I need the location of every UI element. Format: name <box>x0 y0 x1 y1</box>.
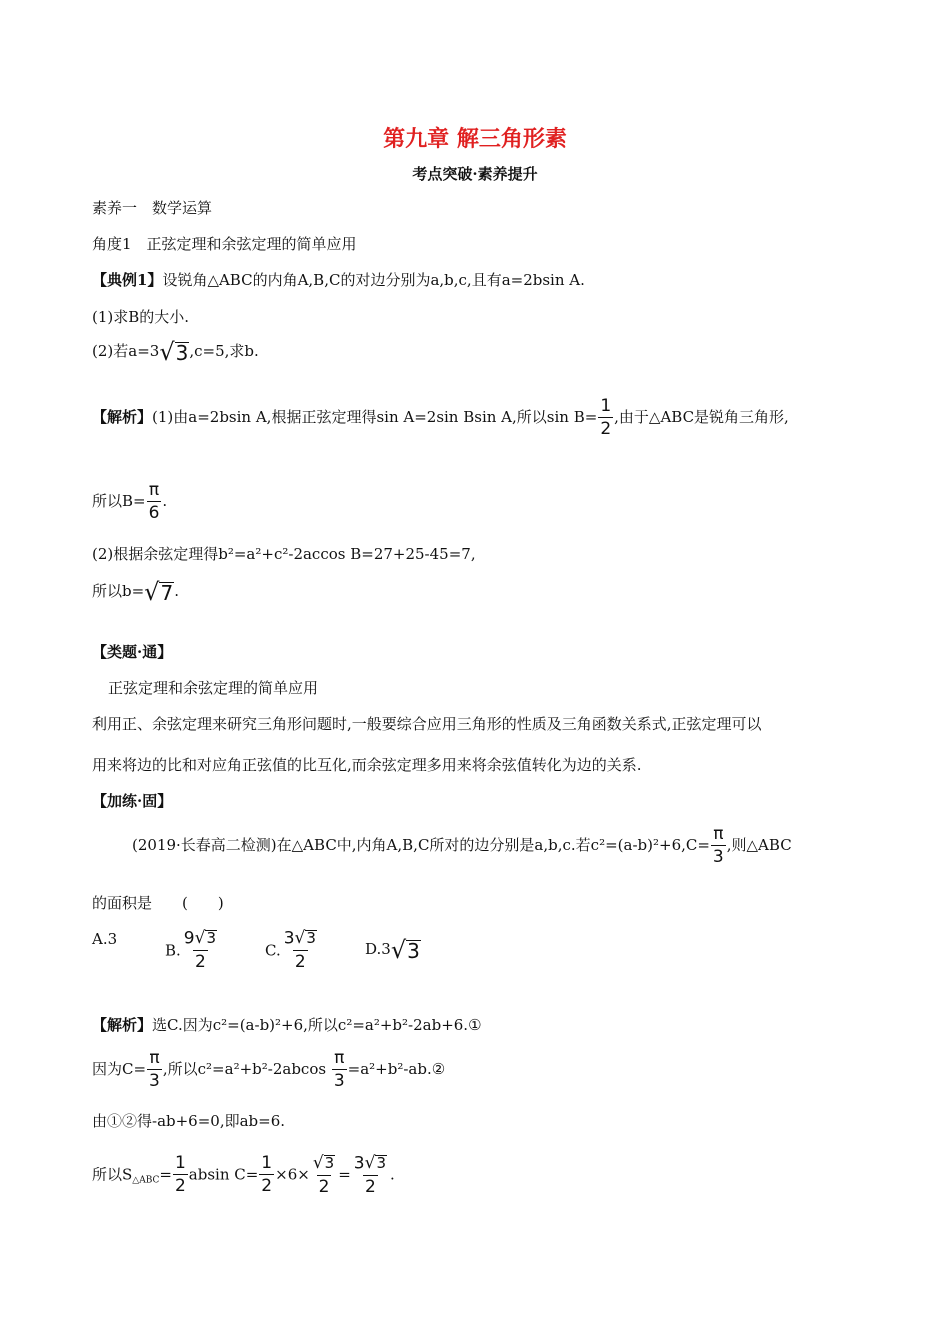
option-a[interactable]: A.3 <box>92 930 118 948</box>
fraction-pi-over-3: $\frac{\pi}{3}$ <box>149 1048 160 1091</box>
fraction-9-root3-over-2: 9 √ 3 2 <box>183 928 217 972</box>
example-tag: 【典例1】 <box>92 271 163 289</box>
fraction-3-root3-over-2: 3 √ 3 2 <box>283 928 316 972</box>
practice-question-line-1: (2019·长春高二检测)在△ABC中,内角A,B,C所对的边分别是a,b,c.若c²=(a-b)²+6,C= $\frac{\pi}{3}$ ,则△ABC <box>132 824 792 867</box>
fraction-root3-over-2: √ 3 2 <box>312 1153 335 1197</box>
fraction-one-half: $\frac{1}{2}$ <box>174 1153 186 1197</box>
example-question-1: (1)求B的大小. <box>92 308 190 326</box>
sqrt-3: √ 3 <box>390 936 420 964</box>
fraction-pi-over-3: $\frac{\pi}{3}$ <box>712 824 724 867</box>
option-c[interactable]: C. 3 √ 3 2 <box>265 930 320 971</box>
fraction-one-half: $\frac{1}{2}$ <box>600 396 612 439</box>
similar-tag: 【类题·通】 <box>92 643 173 661</box>
solution-line-2: 所以B= $\frac{\pi}{6}$ . <box>92 480 168 523</box>
section-heading: 素养一 数学运算 <box>92 199 213 217</box>
practice-solution-tag: 【解析】 <box>92 1016 153 1034</box>
practice-solution-line-1: 【解析】选C.因为c²=(a-b)²+6,所以c²=a²+b²-2ab+6.① <box>92 1016 482 1034</box>
solution-line-4: 所以b= √ 7 . <box>92 578 179 606</box>
fraction-one-half: $\frac{1}{2}$ <box>261 1153 273 1197</box>
sqrt-3: √ 3 <box>159 338 189 366</box>
sqrt-7: √ 7 <box>144 578 174 606</box>
practice-solution-line-4: 所以$S_{\triangle ABC}=$ $\frac{1}{2}$ absin C= $\frac{1}{2}$ ×6× √ 3 2 = 3 √ 3 2 . <box>92 1153 395 1197</box>
practice-tag: 【加练·固】 <box>92 792 173 810</box>
angle-heading: 角度1 正弦定理和余弦定理的简单应用 <box>92 235 357 253</box>
page-title: 第九章 解三角形素 <box>383 126 567 152</box>
practice-question-line-2: 的面积是 ( ) <box>92 894 224 912</box>
solution-line-3: (2)根据余弦定理得b²=a²+c²-2accos B=27+25-45=7, <box>92 545 476 563</box>
fraction-3-root3-over-2: 3 √ 3 2 <box>353 1153 386 1197</box>
fraction-pi-over-6: $\frac{\pi}{6}$ <box>148 480 160 523</box>
practice-solution-line-3: 由①②得-ab+6=0,即ab=6. <box>92 1112 286 1130</box>
similar-heading: 正弦定理和余弦定理的简单应用 <box>108 679 319 697</box>
similar-text-2: 用来将边的比和对应角正弦值的比互化,而余弦定理多用来将余弦值转化为边的关系. <box>92 756 642 774</box>
fraction-pi-over-3: $\frac{\pi}{3}$ <box>333 1048 345 1091</box>
solution-line-1: 【解析】(1)由a=2bsin A,根据正弦定理得sin A=2sin Bsin A,所以sin B= $\frac{1}{2}$ ,由于△ABC是锐角三角形, <box>92 396 789 439</box>
solution-tag: 【解析】 <box>92 408 153 426</box>
example-text: 设锐角△ABC的内角A,B,C的对边分别为a,b,c,且有a=2bsin A. <box>162 271 585 289</box>
example-question-2: (2)若a=3 √ 3 ,c=5,求b. <box>92 338 259 366</box>
option-b[interactable]: B. 9 √ 3 2 <box>165 930 220 971</box>
example-statement <box>92 269 585 290</box>
practice-solution-line-2: 因为C= $\frac{\pi}{3}$ ,所以c²=a²+b²-2abcos $\frac{\pi}{3}$ =a²+b²-ab.② <box>92 1048 446 1091</box>
similar-text-1: 利用正、余弦定理来研究三角形问题时,一般要综合应用三角形的性质及三角函数关系式,正弦定理可以 <box>92 715 762 733</box>
page-subtitle: 考点突破·素养提升 <box>412 165 538 183</box>
option-d[interactable]: D.3 √ 3 <box>365 936 420 964</box>
